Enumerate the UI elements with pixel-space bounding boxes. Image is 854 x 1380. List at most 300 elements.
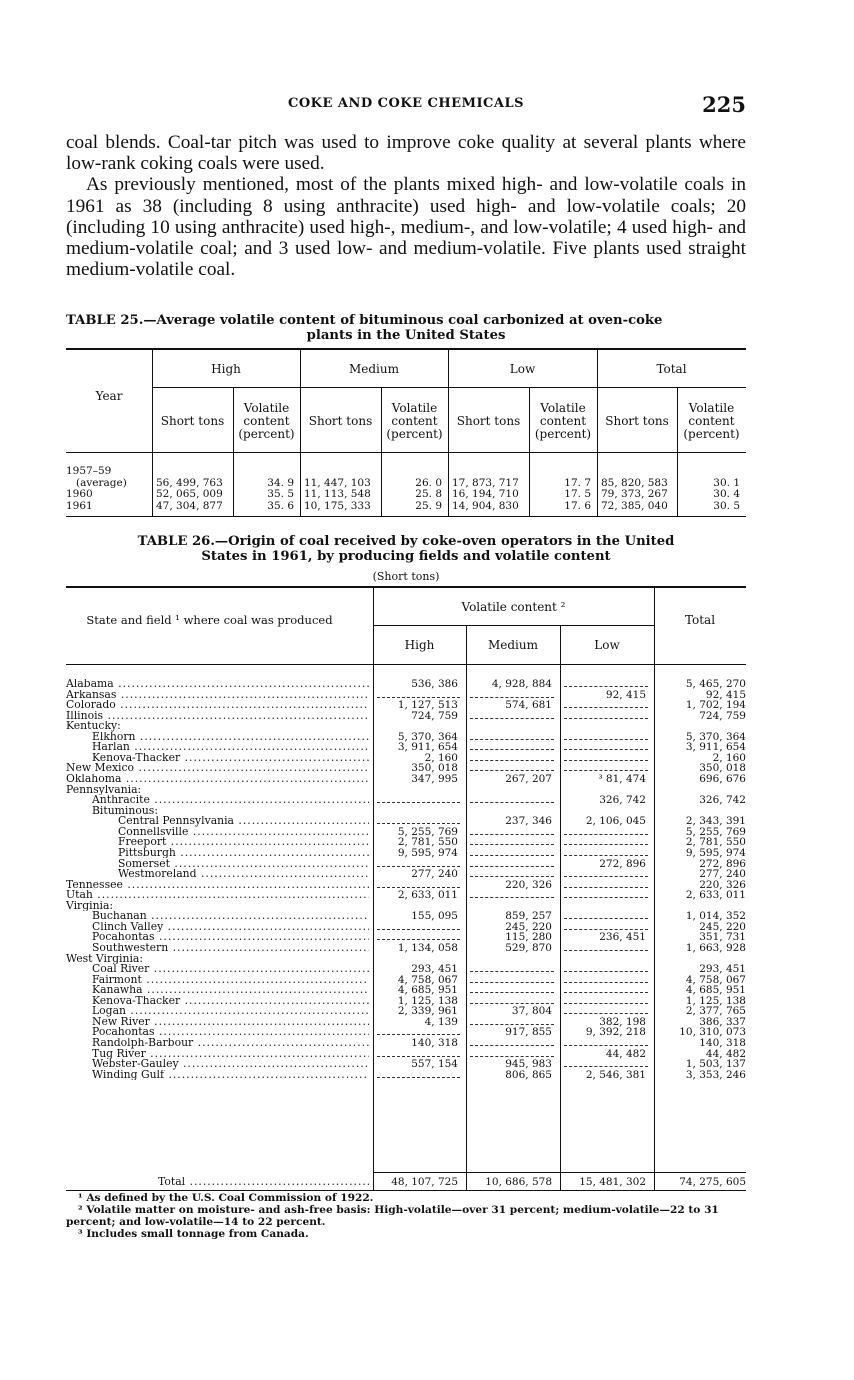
table26-head-rule	[66, 664, 746, 665]
table26-empty-cell	[470, 802, 554, 803]
table26-low-cell: 2, 546, 381	[585, 1068, 646, 1081]
table26-empty-cell	[470, 834, 554, 835]
table25-volatile-cell: 17. 6	[564, 500, 591, 512]
table26-total-cell: 351, 731	[699, 931, 746, 944]
table26-total-cell: 220, 326	[699, 878, 746, 891]
table26-low-cell: ³ 81, 474	[598, 773, 646, 786]
table26-row-label-text: Kenova-Thacker .....	[92, 996, 369, 1007]
table25-volatile-header-line: content	[688, 414, 735, 428]
table26-low-cell: 272, 896	[599, 857, 646, 870]
body-text	[66, 132, 746, 280]
table25-volatile-header	[381, 402, 448, 441]
table26-row-label-text: Oklahoma .....	[66, 774, 369, 785]
table26-row-label-text: Somerset .....	[118, 859, 369, 870]
table26-total-label	[158, 1177, 369, 1188]
table25-short-tons-cell: 14, 904, 830	[452, 500, 519, 512]
table25-volatile-cell: 17. 5	[564, 488, 591, 500]
table25-volatile-header-line: (percent)	[534, 427, 592, 441]
table26-row-label	[92, 911, 369, 922]
table26-row-label-text: Kenova-Thacker .....	[92, 753, 369, 764]
table26-total-cell: 44, 482	[705, 1047, 746, 1060]
table26-high-cell: 2, 781, 550	[397, 836, 458, 849]
paragraph-1: coal blends. Coal-tar pitch was used to improve coke quality at several plants where low-rank coking coals were used.	[66, 132, 746, 175]
table25-short-tons-cell: 11, 447, 103	[304, 477, 371, 489]
table26-medium-cell: 917, 855	[505, 1026, 552, 1039]
table25-volatile-header-line: (percent)	[238, 427, 295, 441]
table26-row-label-text: Alabama .....	[66, 679, 369, 690]
table26-row-label	[118, 859, 369, 870]
table26-col-rule	[560, 625, 561, 1190]
table26-empty-cell	[470, 855, 554, 856]
table26-high-cell: 2, 633, 011	[397, 889, 458, 902]
table26-bottom-rule	[66, 1190, 746, 1191]
table26-row-label	[66, 721, 369, 732]
table26-row-label-text: Westmoreland .....	[118, 869, 369, 880]
table26-row-label-text: New River .....	[92, 1017, 369, 1028]
table26-low-cell: 92, 415	[605, 688, 646, 701]
table26-low-cell: 326, 742	[599, 794, 646, 807]
table26-total-cell: 3, 353, 246	[685, 1068, 746, 1081]
table26-row-label-text: Randolph-Barbour .....	[92, 1038, 369, 1049]
table26-row-label	[92, 985, 369, 996]
table25-volatile-cell: 26. 0	[415, 477, 442, 489]
table26-caption-line1: TABLE 26.—Origin of coal received by coke-oven operators in the United	[137, 534, 675, 549]
table26-row-label	[66, 890, 369, 901]
table26-total-cell: 724, 759	[699, 709, 746, 722]
table26-empty-cell	[377, 866, 460, 867]
table25-year-label: (average)	[76, 477, 127, 489]
table26-row-label-text: Fairmont .....	[92, 975, 369, 986]
table26-high-cell: 1, 127, 513	[397, 699, 458, 712]
table26-total-medium-cell: 10, 686, 578	[485, 1176, 552, 1188]
table26-empty-cell	[564, 971, 648, 972]
table25-volatile-header-line: content	[243, 414, 290, 428]
table26-row-label-text: Pennsylvania:	[66, 784, 142, 796]
table26-row-label-text: Logan .....	[92, 1006, 369, 1017]
table26-high-cell: 724, 759	[411, 709, 458, 722]
table25-caption	[66, 313, 746, 343]
table26-high-cell: 4, 758, 067	[397, 973, 458, 986]
table26-row-label-text: Kentucky:	[66, 721, 121, 732]
table26-low-header: Low	[594, 638, 620, 652]
table26-row-label	[92, 975, 369, 986]
table26-row-label-text: Pittsburgh .....	[118, 848, 369, 859]
table25-short-tons-cell: 72, 385, 040	[601, 500, 668, 512]
table26-total-rule	[373, 1172, 746, 1173]
table26-row-label-text: Anthracite .....	[92, 795, 369, 806]
table26-row-label-text: Southwestern .....	[92, 943, 369, 954]
table26-empty-cell	[564, 770, 648, 771]
table26-row-label-text: Kanawha .....	[92, 985, 369, 996]
footnote-2: ² Volatile matter on moisture- and ash-free basis: High-volatile—over 31 percent; medium-volatile—22 to 31 percent; and low-volatile—14 to 22 percent.	[66, 1204, 719, 1228]
table26-empty-cell	[564, 1013, 648, 1014]
table26-empty-cell	[470, 971, 554, 972]
table26-medium-cell: 574, 681	[505, 699, 552, 712]
table26-empty-cell	[564, 718, 648, 719]
table26-row-label	[92, 943, 369, 954]
table26-row-label-text: Tug River .....	[92, 1049, 369, 1060]
table26-medium-cell: 529, 870	[505, 942, 552, 954]
table26-total-cell: 92, 415	[705, 688, 746, 701]
table26-row-label-text: Connellsville .....	[118, 827, 369, 838]
table26-empty-cell	[470, 1045, 554, 1046]
table26-total-high-cell: 48, 107, 725	[391, 1176, 458, 1188]
table26-empty-cell	[470, 982, 554, 983]
table26-medium-header: Medium	[487, 638, 538, 652]
table25-volatile-cell: 30. 5	[713, 500, 740, 512]
table26-high-cell: 293, 451	[411, 963, 458, 976]
table26-high-cell: 4, 139	[424, 1015, 458, 1028]
table26-total-cell: 1, 503, 137	[685, 1058, 746, 1071]
table26-empty-cell	[564, 686, 648, 687]
table25-group-header: High	[211, 362, 241, 376]
table25-group-rule	[152, 387, 746, 388]
table26-total-cell: 5, 255, 769	[685, 825, 746, 838]
table26-row-label	[92, 1038, 369, 1049]
table26-row-label	[66, 679, 369, 690]
table26-row-label-text: Clinch Valley .....	[92, 922, 369, 933]
table26-empty-cell	[470, 876, 554, 877]
table26-row-label	[118, 869, 369, 880]
table25-volatile-header-line: Volatile	[540, 401, 586, 415]
table25-caption-line2: plants in the United States	[306, 328, 506, 343]
table25-short-tons-cell: 56, 499, 763	[156, 477, 223, 489]
table26-row-label	[118, 837, 369, 848]
table26-high-cell: 140, 318	[411, 1037, 458, 1050]
table25-volatile-header	[233, 402, 300, 441]
table26-empty-cell	[377, 823, 460, 824]
table26-empty-cell	[470, 1024, 554, 1025]
table26-row-label-text: Harlan .....	[92, 742, 369, 753]
table26-empty-cell	[377, 697, 460, 698]
table25-volatile-cell: 30. 1	[713, 477, 740, 489]
table26-row-label	[92, 1059, 369, 1070]
table26-volatile-header: Volatile content ²	[461, 600, 566, 614]
table26-empty-cell	[470, 992, 554, 993]
table25-year-label: 1957–59	[66, 465, 112, 477]
table26-medium-cell: 859, 257	[505, 910, 552, 923]
table26-low-cell: 44, 482	[605, 1047, 646, 1060]
table26-low-cell: 382, 198	[599, 1015, 646, 1028]
table26-empty-cell	[470, 770, 554, 771]
table25-short-tons-header: Short tons	[605, 414, 669, 428]
table26-empty-cell	[470, 739, 554, 740]
table26-medium-cell: 4, 928, 884	[491, 678, 552, 690]
table25-year-label: 1960	[66, 488, 93, 500]
table26-row-label	[92, 732, 369, 743]
table26-total-cell: 272, 896	[699, 857, 746, 870]
table26-row-label-text: Central Pennsylvania .....	[118, 816, 369, 827]
table26-total-cell: 5, 370, 364	[685, 730, 746, 743]
table26-row-label	[92, 996, 369, 1007]
table26-high-cell: 5, 370, 364	[397, 730, 458, 743]
table26-empty-cell	[564, 739, 648, 740]
table26-units: (Short tons)	[372, 570, 440, 583]
table26-total-cell: 1, 663, 928	[685, 942, 746, 954]
table25-stub-header: Year	[95, 389, 123, 403]
table26-row-label-text: West Virginia:	[66, 953, 143, 965]
table25-volatile-header	[677, 402, 746, 441]
table26-row-label	[66, 774, 369, 785]
table26-total-header: Total	[684, 613, 716, 627]
table26-total-cell: 2, 160	[712, 751, 746, 764]
table26-total-cell: 2, 343, 391	[685, 815, 746, 828]
table26-row-label	[92, 1070, 369, 1081]
table26-row-label-text: Bituminous:	[92, 805, 158, 817]
table26-total-cell: 4, 758, 067	[685, 973, 746, 986]
table25-head-rule	[66, 452, 746, 453]
table26-row-label	[92, 932, 369, 943]
table26-row-label	[92, 1006, 369, 1017]
table26-low-cell: 9, 392, 218	[585, 1026, 646, 1039]
table26-total-cell: 326, 742	[699, 794, 746, 807]
table26-empty-cell	[470, 760, 554, 761]
footnote-3: ³ Includes small tonnage from Canada.	[78, 1228, 309, 1240]
table26-high-cell: 155, 095	[411, 910, 458, 923]
table26-empty-cell	[470, 897, 554, 898]
table26-empty-cell	[564, 950, 648, 951]
table26-empty-cell	[564, 707, 648, 708]
table26-row-label	[92, 922, 369, 933]
table26-row-label-text: Illinois .....	[66, 711, 369, 722]
table26-empty-cell	[564, 887, 648, 888]
table26-total-cell: 2, 377, 765	[685, 1005, 746, 1018]
table26-total-cell: 2, 781, 550	[685, 836, 746, 849]
table25-caption-line1: TABLE 25.—Average volatile content of bituminous coal carbonized at oven-coke	[66, 313, 663, 328]
table26-group-rule	[373, 625, 654, 626]
table26-total-cell: 1, 702, 194	[685, 699, 746, 712]
table26-empty-cell	[564, 918, 648, 919]
table26-empty-cell	[564, 844, 648, 845]
table25-short-tons-cell: 17, 873, 717	[452, 477, 519, 489]
table26-high-cell: 1, 125, 138	[397, 994, 458, 1007]
table25-short-tons-cell: 85, 820, 583	[601, 477, 668, 489]
table25-short-tons-cell: 52, 065, 009	[156, 488, 223, 500]
table26-row-label	[66, 700, 369, 711]
table26-medium-cell: 806, 865	[505, 1068, 552, 1081]
table26-empty-cell	[564, 760, 648, 761]
table25-volatile-cell: 35. 5	[267, 488, 294, 500]
table26-high-cell: 350, 018	[411, 762, 458, 775]
table26-medium-cell: 115, 280	[505, 931, 552, 944]
table25-short-tons-header: Short tons	[308, 414, 373, 428]
table26-high-cell: 536, 386	[411, 678, 458, 690]
table26-total-low-cell: 15, 481, 302	[579, 1176, 646, 1188]
table26-medium-cell: 237, 346	[505, 815, 552, 828]
table25-top-rule	[66, 348, 746, 350]
table26-total-cell: 140, 318	[699, 1037, 746, 1050]
table26-row-label	[92, 795, 369, 806]
table25-short-tons-cell: 10, 175, 333	[304, 500, 371, 512]
table26-total-label-text: Total .....	[158, 1177, 369, 1188]
table26-high-cell: 277, 240	[411, 868, 458, 881]
table26-row-label	[66, 711, 369, 722]
table26-row-label-text: Pocahontas .....	[92, 932, 369, 943]
table26-total-cell: 10, 310, 073	[679, 1026, 746, 1039]
table26-row-label	[66, 954, 369, 965]
table26-empty-cell	[470, 749, 554, 750]
table26-total-cell: 350, 018	[699, 762, 746, 775]
table26-empty-cell	[564, 982, 648, 983]
table26-empty-cell	[564, 929, 648, 930]
table26-high-cell: 4, 685, 951	[397, 984, 458, 997]
table26-high-cell: 1, 134, 058	[397, 942, 458, 954]
table26-low-cell: 236, 451	[599, 931, 646, 944]
table25-short-tons-cell: 79, 373, 267	[601, 488, 668, 500]
table26-grand-total-cell: 74, 275, 605	[679, 1176, 746, 1188]
table25-group-header: Medium	[348, 362, 399, 376]
table26-empty-cell	[377, 1056, 460, 1057]
table26-empty-cell	[377, 929, 460, 930]
table26-low-cell: 2, 106, 045	[585, 815, 646, 828]
table25-short-tons-header: Short tons	[456, 414, 521, 428]
table25-volatile-header-line: Volatile	[391, 401, 438, 415]
table26-row-label	[66, 880, 369, 891]
table25-volatile-cell: 17. 7	[564, 477, 591, 489]
table26-total-cell: 277, 240	[699, 868, 746, 881]
table26-empty-cell	[564, 749, 648, 750]
table26-empty-cell	[470, 844, 554, 845]
table25-bottom-rule	[66, 516, 746, 517]
table26-row-label-text: Utah .....	[66, 890, 369, 901]
table26-high-cell: 557, 154	[411, 1058, 458, 1071]
table26-empty-cell	[564, 1045, 648, 1046]
table26-row-label	[92, 1027, 369, 1038]
running-header	[66, 92, 746, 116]
table26-high-cell: 5, 255, 769	[397, 825, 458, 838]
table26-empty-cell	[377, 802, 460, 803]
table26-high-cell: 347, 995	[411, 773, 458, 786]
table26-empty-cell	[377, 1077, 460, 1078]
table26-row-label	[92, 742, 369, 753]
table26-row-label-text: Arkansas .....	[66, 690, 369, 701]
table26-total-cell: 1, 125, 138	[685, 994, 746, 1007]
table25-volatile-cell: 25. 8	[415, 488, 442, 500]
table26-total-cell: 245, 220	[699, 920, 746, 933]
table25-volatile-cell: 25. 9	[415, 500, 442, 512]
footnotes	[66, 1192, 756, 1240]
table26-empty-cell	[564, 897, 648, 898]
table25-volatile-header-line: Volatile	[688, 401, 735, 415]
table26-row-label	[66, 690, 369, 701]
table26-row-label-text: Webster-Gauley .....	[92, 1059, 369, 1070]
running-title: COKE AND COKE CHEMICALS	[287, 96, 525, 111]
table26-total-cell: 1, 014, 352	[685, 910, 746, 923]
table25-group-header: Total	[656, 362, 687, 376]
table26-medium-cell: 945, 983	[505, 1058, 552, 1071]
table26-medium-cell: 220, 326	[505, 878, 552, 891]
table26-row-label	[92, 753, 369, 764]
table25-volatile-header-line: Volatile	[243, 401, 290, 415]
footnote-1: ¹ As defined by the U.S. Coal Commission of 1922.	[78, 1192, 374, 1204]
table26-row-label-text: Tennessee .....	[66, 880, 369, 891]
table25-volatile-header	[529, 402, 597, 441]
table26-row-label	[92, 1017, 369, 1028]
table26-total-cell: 3, 911, 654	[685, 741, 746, 754]
table26-total-cell: 293, 451	[699, 963, 746, 976]
table26-empty-cell	[377, 939, 460, 940]
table26-empty-cell	[377, 887, 460, 888]
table26-medium-cell: 267, 207	[505, 773, 552, 786]
table26-empty-cell	[470, 1056, 554, 1057]
table26-row-label	[118, 827, 369, 838]
table25-volatile-header-line: (percent)	[386, 427, 443, 441]
table26-row-label	[118, 816, 369, 827]
table26-empty-cell	[564, 1066, 648, 1067]
table26-empty-cell	[564, 834, 648, 835]
table25-volatile-cell: 34. 9	[267, 477, 294, 489]
paragraph-2: As previously mentioned, most of the plants mixed high- and low-volatile coals in 1961 as 38 (including 8 using anthracite) used high- and low-volatile coals; 20 (including 10 using anthracite) used high-, medium-, and low-volatile; 4 used high- and medium-volatile coal; and 3 used low- and medium-volatile. Five plants used straight medium-volatile coal.	[66, 174, 746, 281]
table26-row-label-text: Colorado .....	[66, 700, 369, 711]
table26-row-label	[118, 848, 369, 859]
table25-volatile-cell: 30. 4	[713, 488, 740, 500]
table26-empty-cell	[564, 992, 648, 993]
table25-short-tons-cell: 11, 113, 548	[304, 488, 371, 500]
table26-row-label	[92, 1049, 369, 1060]
table25-short-tons-cell: 16, 194, 710	[452, 488, 519, 500]
table26-empty-cell	[470, 697, 554, 698]
table26-high-cell: 9, 595, 974	[397, 846, 458, 859]
table25-short-tons-header: Short tons	[160, 414, 225, 428]
table26-row-label	[66, 763, 369, 774]
table26-total-cell: 2, 633, 011	[685, 889, 746, 902]
table25-volatile-header-line: content	[539, 414, 587, 428]
table26-row-label-text: Buchanan .....	[92, 911, 369, 922]
table25-short-tons-cell: 47, 304, 877	[156, 500, 223, 512]
table26-total-cell: 386, 337	[699, 1015, 746, 1028]
table26-high-cell: 2, 160	[424, 751, 458, 764]
table25-volatile-cell: 35. 6	[267, 500, 294, 512]
table26-row-label-text: Elkhorn .....	[92, 732, 369, 743]
table26-high-cell: 3, 911, 654	[397, 741, 458, 754]
table26-medium-cell: 37, 804	[511, 1005, 552, 1018]
table26-row-label-text: Freeport .....	[118, 837, 369, 848]
table26-row-label	[92, 964, 369, 975]
table25-volatile-header-line: content	[391, 414, 438, 428]
table26-caption-line2: States in 1961, by producing fields and volatile content	[201, 549, 611, 564]
page-number: 225	[702, 92, 746, 117]
table26-total-cell: 9, 595, 974	[685, 846, 746, 859]
table26-total-cell: 696, 676	[699, 773, 746, 786]
table26-total-cell: 5, 465, 270	[685, 678, 746, 690]
table25-group-header: Low	[509, 362, 536, 376]
table26-row-label	[66, 785, 369, 796]
table26-medium-cell: 245, 220	[505, 920, 552, 933]
table25-volatile-header-line: (percent)	[683, 427, 740, 441]
table26-empty-cell	[564, 876, 648, 877]
table26-high-header: High	[404, 638, 435, 652]
table26-row-label-text: Coal River .....	[92, 964, 369, 975]
table26-empty-cell	[470, 718, 554, 719]
table26-row-label-text: Virginia:	[66, 900, 114, 912]
table26-total-cell: 4, 685, 951	[685, 984, 746, 997]
table26-stub-header: State and field ¹ where coal was produced	[86, 613, 333, 627]
table26-row-label	[66, 901, 369, 912]
table26-empty-cell	[564, 855, 648, 856]
table26-row-label	[92, 806, 369, 817]
table26-top-rule	[66, 586, 746, 588]
table26-empty-cell	[564, 1003, 648, 1004]
table26-empty-cell	[470, 866, 554, 867]
table26-row-label-text: New Mexico .....	[66, 763, 369, 774]
table26-high-cell: 2, 339, 961	[397, 1005, 458, 1018]
table26-row-label-text: Winding Gulf .....	[92, 1070, 369, 1081]
table26-caption	[66, 534, 746, 564]
table25-year-label: 1961	[66, 500, 93, 512]
table26-empty-cell	[470, 1003, 554, 1004]
table26-row-label-text: Pocahontas .....	[92, 1027, 369, 1038]
table26-empty-cell	[377, 1034, 460, 1035]
